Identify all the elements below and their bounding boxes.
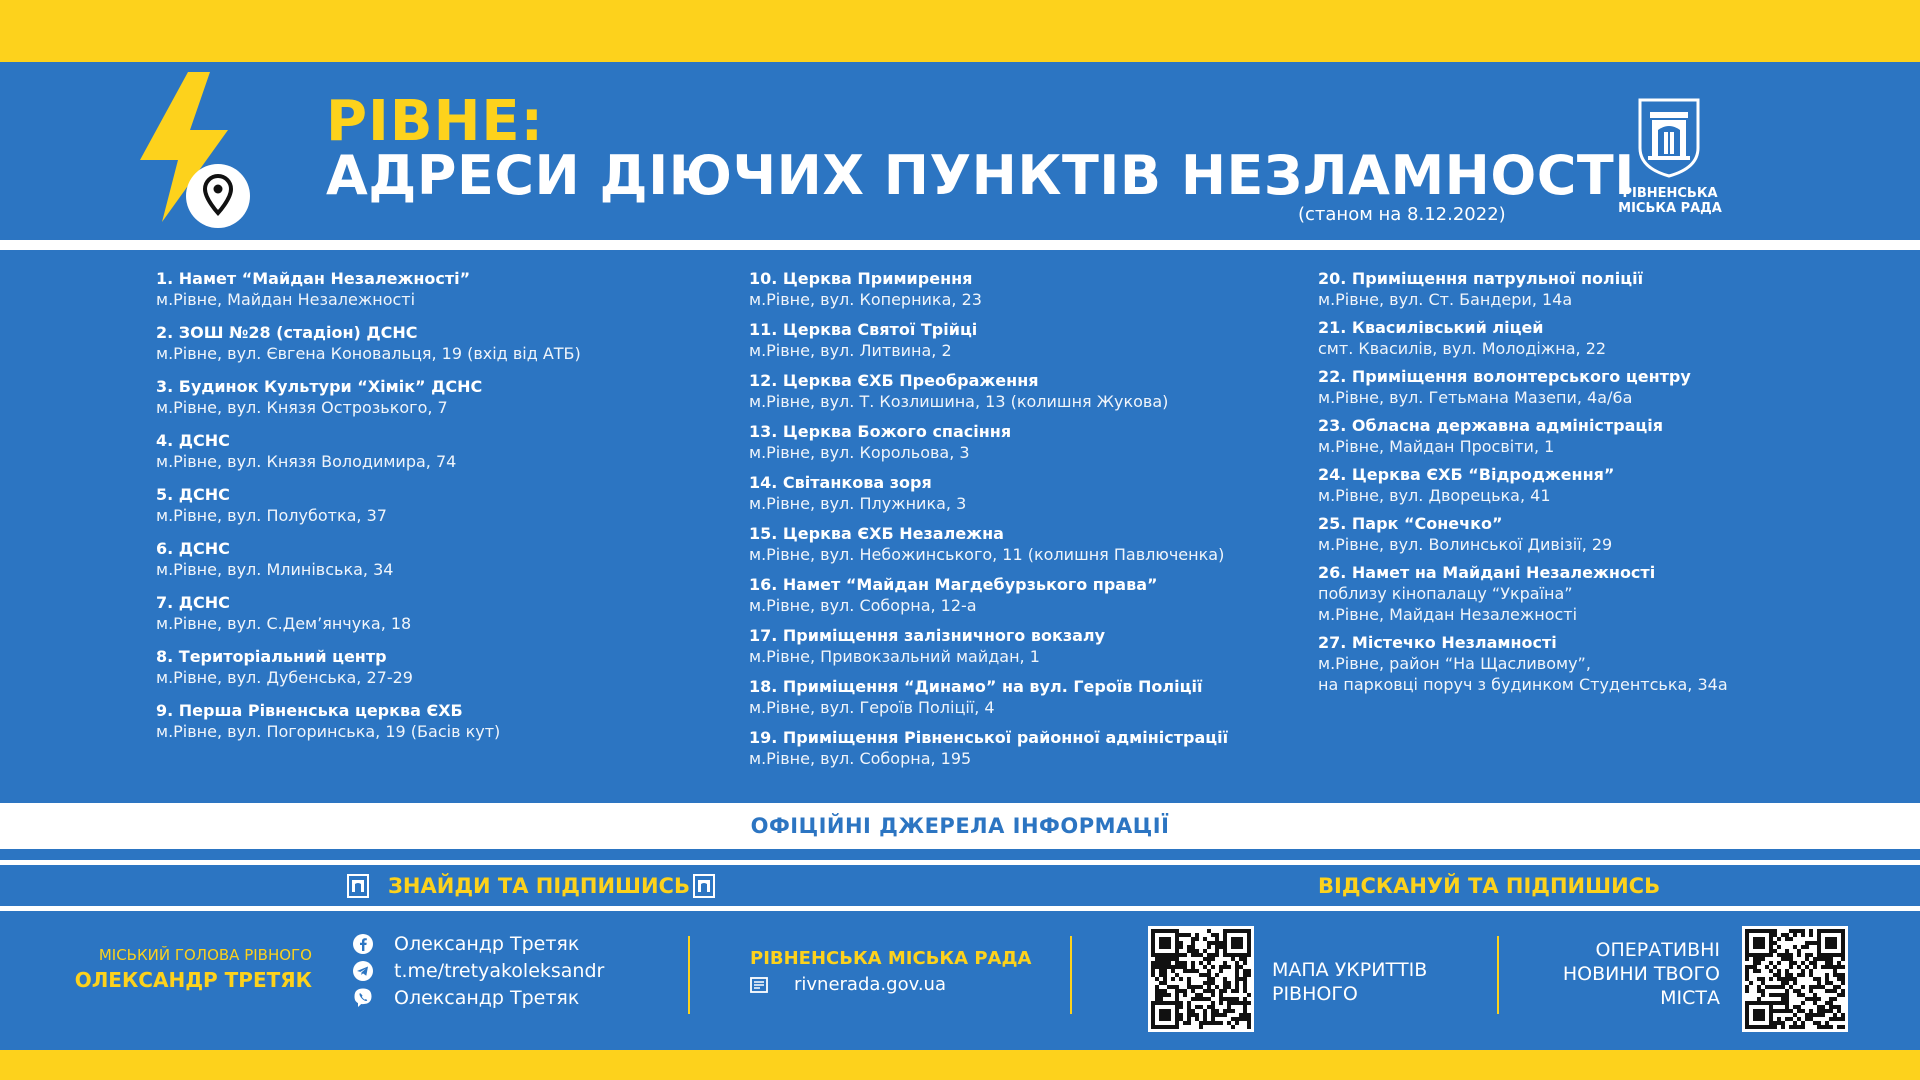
point-name: 15. Церква ЄХБ Незалежна	[749, 524, 1004, 543]
city-emblem-icon	[1636, 96, 1702, 178]
shelter-map-qr-code[interactable]	[1148, 926, 1254, 1032]
top-yellow-band	[0, 0, 1920, 62]
point-item	[156, 700, 716, 742]
footer-vertical-divider-2	[1070, 936, 1072, 1014]
mayor-name: ОЛЕКСАНДР ТРЕТЯК	[74, 968, 312, 992]
point-item	[749, 421, 1309, 463]
point-address: м.Рівне, вул. Погоринська, 19 (Басів кут)	[156, 722, 501, 741]
point-name: 16. Намет “Майдан Магдебурзького права”	[749, 575, 1158, 594]
point-item	[749, 370, 1309, 412]
point-name: 24. Церква ЄХБ “Відродження”	[1318, 465, 1615, 484]
point-address: м.Рівне, вул. Гетьмана Мазепи, 4а/6а	[1318, 388, 1633, 407]
point-address: м.Рівне, вул. Соборна, 195	[749, 749, 972, 768]
point-address-line-2: на парковці поруч з будинком Студентська, 34а	[1318, 675, 1728, 694]
point-item	[1318, 562, 1878, 625]
point-name: 17. Приміщення залізничного вокзалу	[749, 626, 1106, 645]
point-address-line-2: м.Рівне, Майдан Незалежності	[1318, 605, 1578, 624]
point-item	[156, 538, 716, 580]
point-name: 10. Церква Примирення	[749, 269, 973, 288]
point-address: м.Рівне, вул. Плужника, 3	[749, 494, 967, 513]
point-name: 23. Обласна державна адміністрація	[1318, 416, 1664, 435]
point-name: 20. Приміщення патрульної поліції	[1318, 269, 1644, 288]
point-item	[1318, 513, 1878, 555]
header-divider	[0, 240, 1920, 250]
point-item	[156, 376, 716, 418]
lightning-location-icon	[132, 72, 252, 232]
map-line-2: РІВНОГО	[1272, 983, 1358, 1005]
point-item	[1318, 317, 1878, 359]
point-item	[749, 676, 1309, 718]
point-address: м.Рівне, вул. Коперника, 23	[749, 290, 982, 309]
point-name: 9. Перша Рівненська церква ЄХБ	[156, 701, 463, 720]
telegram-link[interactable]	[352, 959, 604, 983]
point-address: смт. Квасилів, вул. Молодіжна, 22	[1318, 339, 1607, 358]
point-name: 26. Намет на Майдані Незалежності	[1318, 563, 1656, 582]
point-address: м.Рівне, вул. Полуботка, 37	[156, 506, 387, 525]
emblem-small-icon-right	[693, 874, 715, 898]
point-item	[749, 727, 1309, 769]
emblem-line-2: МІСЬКА РАДА	[1618, 201, 1722, 216]
point-name: 14. Світанкова зоря	[749, 473, 932, 492]
point-item	[156, 430, 716, 472]
facebook-link[interactable]	[352, 932, 579, 956]
news-line-2: НОВИНИ ТВОГО	[1562, 963, 1720, 985]
point-name: 8. Територіальний центр	[156, 647, 387, 666]
point-address: поблизу кінопалацу “Україна”	[1318, 584, 1573, 603]
point-name: 3. Будинок Культури “Хімік” ДСНС	[156, 377, 483, 396]
point-address: м.Рівне, Майдан Незалежності	[156, 290, 416, 309]
point-item	[749, 472, 1309, 514]
point-address: м.Рівне, вул. Небожинського, 11 (колишня Павлюченка)	[749, 545, 1225, 564]
footer-vertical-divider-3	[1497, 936, 1499, 1014]
council-site-text: rivnerada.gov.ua	[794, 974, 946, 995]
point-item	[749, 319, 1309, 361]
point-address: м.Рівне, Майдан Просвіти, 1	[1318, 437, 1555, 456]
footer-vertical-divider-1	[688, 936, 690, 1014]
council-title: РІВНЕНСЬКА МІСЬКА РАДА	[750, 948, 1032, 969]
point-name: 5. ДСНС	[156, 485, 230, 504]
point-name: 27. Містечко Незламності	[1318, 633, 1557, 652]
page-city-title: РІВНЕ:	[326, 89, 545, 154]
news-line-1: ОПЕРАТИВНІ	[1595, 939, 1720, 961]
point-address: м.Рівне, вул. Князя Острозького, 7	[156, 398, 448, 417]
point-name: 12. Церква ЄХБ Преображення	[749, 371, 1039, 390]
point-item	[156, 646, 716, 688]
point-address: м.Рівне, вул. Волинської Дивізії, 29	[1318, 535, 1613, 554]
point-address: м.Рівне, вул. Героїв Поліції, 4	[749, 698, 995, 717]
viber-text: Олександр Третяк	[394, 987, 580, 1009]
point-address: м.Рівне, район “На Щасливому”,	[1318, 654, 1591, 673]
facebook-text: Олександр Третяк	[394, 933, 580, 955]
shelter-map-label	[1272, 958, 1427, 1006]
point-item	[156, 322, 716, 364]
point-name: 22. Приміщення волонтерського центру	[1318, 367, 1691, 386]
sources-title: ОФІЦІЙНІ ДЖЕРЕЛА ІНФОРМАЦІЇ	[750, 814, 1170, 838]
point-name: 19. Приміщення Рівненської районної адміністрації	[749, 728, 1229, 747]
qr-pattern	[1148, 926, 1254, 1032]
telegram-icon	[352, 960, 374, 982]
emblem-small-icon-left	[347, 874, 369, 898]
point-item	[1318, 632, 1878, 695]
point-item	[1318, 464, 1878, 506]
point-item	[749, 625, 1309, 667]
footer-divider-top	[0, 860, 1920, 865]
council-website-link[interactable]	[750, 974, 946, 995]
points-column-2	[749, 268, 1309, 778]
page-title: АДРЕСИ ДІЮЧИХ ПУНКТІВ НЕЗЛАМНОСТІ	[326, 144, 1635, 207]
date-note: (станом на 8.12.2022)	[1298, 204, 1506, 225]
point-item	[1318, 268, 1878, 310]
city-news-qr-code[interactable]	[1742, 926, 1848, 1032]
point-address: м.Рівне, вул. Литвина, 2	[749, 341, 952, 360]
point-name: 18. Приміщення “Динамо” на вул. Героїв Поліції	[749, 677, 1203, 696]
point-address: м.Рівне, вул. С.Дем’янчука, 18	[156, 614, 412, 633]
point-address: м.Рівне, вул. Корольова, 3	[749, 443, 970, 462]
news-line-3: МІСТА	[1660, 987, 1720, 1009]
point-name: 7. ДСНС	[156, 593, 230, 612]
point-item	[1318, 366, 1878, 408]
point-name: 11. Церква Святої Трійці	[749, 320, 978, 339]
point-name: 25. Парк “Сонечко”	[1318, 514, 1503, 533]
qr-pattern	[1742, 926, 1848, 1032]
footer-divider-bottom	[0, 906, 1920, 911]
point-item	[749, 268, 1309, 310]
facebook-icon	[352, 933, 374, 955]
mayor-role: МІСЬКИЙ ГОЛОВА РІВНОГО	[98, 946, 312, 964]
point-name: 4. ДСНС	[156, 431, 230, 450]
point-item	[156, 268, 716, 310]
scan-and-subscribe-label: ВІДСКАНУЙ ТА ПІДПИШИСЬ	[1318, 874, 1661, 898]
city-council-emblem-label	[1600, 186, 1740, 216]
point-name: 2. ЗОШ №28 (стадіон) ДСНС	[156, 323, 418, 342]
point-item	[749, 523, 1309, 565]
point-address: м.Рівне, вул. Євгена Коновальця, 19 (вхід від АТБ)	[156, 344, 581, 363]
viber-link[interactable]	[352, 986, 579, 1010]
point-item	[156, 484, 716, 526]
point-address: м.Рівне, вул. Князя Володимира, 74	[156, 452, 457, 471]
points-column-1	[156, 268, 716, 754]
city-news-label	[1508, 938, 1720, 1010]
point-address: м.Рівне, вул. Дубенська, 27-29	[156, 668, 413, 687]
point-address: м.Рівне, вул. Т. Козлишина, 13 (колишня Жукова)	[749, 392, 1169, 411]
find-and-subscribe-label: ЗНАЙДИ ТА ПІДПИШИСЬ	[388, 874, 690, 898]
document-icon	[750, 976, 768, 994]
point-address: м.Рівне, вул. Ст. Бандери, 14а	[1318, 290, 1573, 309]
point-name: 6. ДСНС	[156, 539, 230, 558]
map-line-1: МАПА УКРИТТІВ	[1272, 959, 1428, 981]
point-name: 21. Квасилівський ліцей	[1318, 318, 1544, 337]
point-address: м.Рівне, вул. Дворецька, 41	[1318, 486, 1551, 505]
point-address: м.Рівне, Привокзальний майдан, 1	[749, 647, 1040, 666]
point-item	[156, 592, 716, 634]
point-name: 1. Намет “Майдан Незалежності”	[156, 269, 471, 288]
point-address: м.Рівне, вул. Соборна, 12-а	[749, 596, 977, 615]
telegram-text: t.me/tretyakoleksandr	[394, 960, 605, 982]
point-item	[1318, 415, 1878, 457]
point-name: 13. Церква Божого спасіння	[749, 422, 1012, 441]
point-item	[749, 574, 1309, 616]
points-column-3	[1318, 268, 1878, 702]
emblem-line-1: РІВНЕНСЬКА	[1622, 186, 1718, 201]
bottom-yellow-band	[0, 1050, 1920, 1080]
viber-icon	[352, 987, 374, 1009]
point-address: м.Рівне, вул. Млинівська, 34	[156, 560, 394, 579]
